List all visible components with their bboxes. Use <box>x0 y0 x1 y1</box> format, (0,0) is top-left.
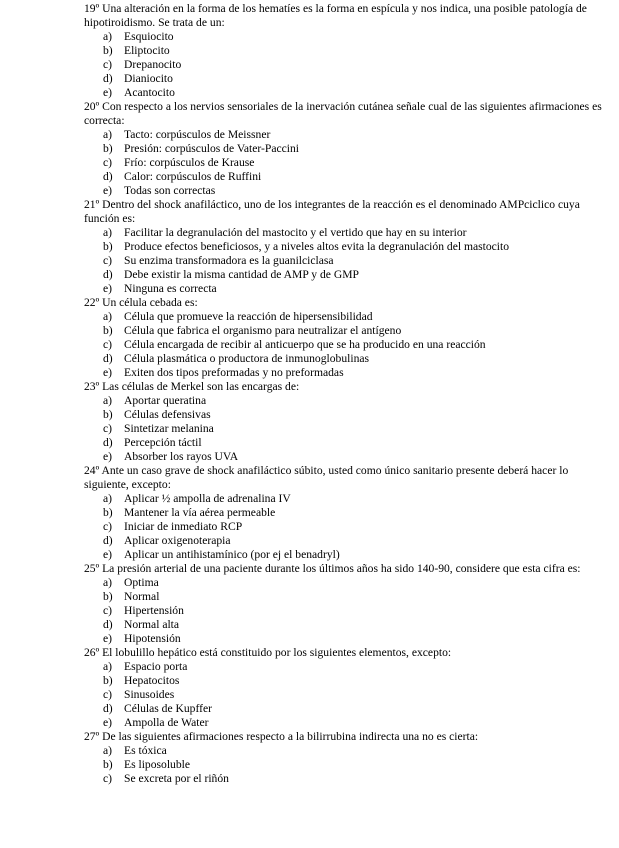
question-23 <box>84 380 604 464</box>
option-letter: e) <box>103 548 113 561</box>
answer-option <box>84 240 604 254</box>
question-text: 24º Ante un caso grave de shock anafiláctico súbito, usted como único sanitario presente deberá hacer lo siguiente, excepto: <box>84 464 569 491</box>
option-letter: a) <box>103 492 113 505</box>
option-text: Hepatocitos <box>124 674 180 687</box>
answer-option <box>84 128 604 142</box>
answer-option <box>84 142 604 156</box>
option-text: Drepanocito <box>124 58 182 71</box>
option-text: Hipertensión <box>124 604 184 617</box>
answer-option <box>84 744 604 758</box>
option-text: Hipotensión <box>124 632 181 645</box>
question-text: 21º Dentro del shock anafiláctico, uno de los integrantes de la reacción es el denominado AMPciclico cuya función es: <box>84 198 580 225</box>
option-letter: e) <box>103 632 113 645</box>
option-text: Mantener la vía aérea permeable <box>124 506 276 519</box>
option-text: Tacto: corpúsculos de Meissner <box>124 128 271 141</box>
question-22 <box>84 296 604 380</box>
question-19 <box>84 2 604 100</box>
option-text: Espacio porta <box>124 660 188 673</box>
answer-option <box>84 520 604 534</box>
option-letter: e) <box>103 716 113 729</box>
option-text: Se excreta por el riñón <box>124 772 229 785</box>
question-27 <box>84 730 604 786</box>
option-letter: c) <box>103 520 113 533</box>
option-letter: d) <box>103 436 113 449</box>
option-text: Normal <box>124 590 160 603</box>
option-letter: d) <box>103 534 113 547</box>
option-text: Todas son correctas <box>124 184 216 197</box>
question-text: 27º De las siguientes afirmaciones respecto a la bilirrubina indirecta una no es cierta: <box>84 730 479 743</box>
option-text: Célula que promueve la reacción de hipersensibilidad <box>124 310 373 323</box>
answer-options <box>84 744 604 786</box>
option-letter: d) <box>103 72 113 85</box>
answer-options <box>84 576 604 646</box>
option-letter: b) <box>103 590 113 603</box>
answer-option <box>84 268 604 282</box>
option-text: Es tóxica <box>124 744 167 757</box>
exam-page <box>84 2 604 786</box>
option-letter: b) <box>103 758 113 771</box>
answer-option <box>84 506 604 520</box>
answer-option <box>84 226 604 240</box>
answer-options <box>84 492 604 562</box>
answer-option <box>84 394 604 408</box>
answer-option <box>84 758 604 772</box>
answer-option <box>84 184 604 198</box>
answer-option <box>84 660 604 674</box>
option-text: Ampolla de Water <box>124 716 209 729</box>
answer-option <box>84 282 604 296</box>
option-text: Su enzima transformadora es la guanilciclasa <box>124 254 334 267</box>
answer-option <box>84 604 604 618</box>
option-text: Iniciar de inmediato RCP <box>124 520 243 533</box>
option-letter: b) <box>103 408 113 421</box>
option-text: Percepción táctil <box>124 436 202 449</box>
answer-option <box>84 58 604 72</box>
option-letter: c) <box>103 156 113 169</box>
question-26 <box>84 646 604 730</box>
option-text: Frío: corpúsculos de Krause <box>124 156 255 169</box>
answer-options <box>84 660 604 730</box>
answer-option <box>84 72 604 86</box>
answer-option <box>84 716 604 730</box>
answer-options <box>84 394 604 464</box>
answer-option <box>84 548 604 562</box>
option-letter: c) <box>103 604 113 617</box>
option-letter: c) <box>103 772 113 785</box>
answer-option <box>84 576 604 590</box>
answer-options <box>84 30 604 100</box>
question-25 <box>84 562 604 646</box>
question-text: 26º El lobulillo hepático está constituido por los siguientes elementos, excepto: <box>84 646 452 659</box>
answer-option <box>84 590 604 604</box>
option-letter: b) <box>103 142 113 155</box>
option-letter: e) <box>103 184 113 197</box>
option-text: Presión: corpúsculos de Vater-Paccini <box>124 142 300 155</box>
answer-option <box>84 156 604 170</box>
option-text: Aportar queratina <box>124 394 207 407</box>
answer-option <box>84 338 604 352</box>
option-text: Normal alta <box>124 618 180 631</box>
answer-option <box>84 702 604 716</box>
option-letter: b) <box>103 240 113 253</box>
option-letter: a) <box>103 128 113 141</box>
answer-option <box>84 422 604 436</box>
option-letter: d) <box>103 170 113 183</box>
option-letter: a) <box>103 310 113 323</box>
answer-option <box>84 352 604 366</box>
option-letter: c) <box>103 338 113 351</box>
option-text: Eliptocito <box>124 44 170 57</box>
answer-option <box>84 632 604 646</box>
question-text: 20º Con respecto a los nervios sensoriales de la inervación cutánea señale cual de las siguientes afirmaciones es correcta: <box>84 100 602 127</box>
option-text: Células de Kupffer <box>124 702 213 715</box>
question-20 <box>84 100 604 198</box>
option-letter: e) <box>103 450 113 463</box>
question-text: 22º Un célula cebada es: <box>84 296 198 309</box>
option-text: Produce efectos beneficiosos, y a niveles altos evita la degranulación del mastocito <box>124 240 510 253</box>
option-text: Ninguna es correcta <box>124 282 217 295</box>
option-text: Absorber los rayos UVA <box>124 450 239 463</box>
option-text: Facilitar la degranulación del mastocito y el vertido que hay en su interior <box>124 226 467 239</box>
answer-option <box>84 674 604 688</box>
answer-options <box>84 310 604 380</box>
option-letter: b) <box>103 324 113 337</box>
answer-option <box>84 450 604 464</box>
answer-options <box>84 128 604 198</box>
answer-option <box>84 436 604 450</box>
option-letter: a) <box>103 226 113 239</box>
option-letter: b) <box>103 506 113 519</box>
option-letter: c) <box>103 422 113 435</box>
option-text: Es liposoluble <box>124 758 191 771</box>
option-text: Esquiocito <box>124 30 174 43</box>
option-letter: a) <box>103 576 113 589</box>
option-text: Célula encargada de recibir al anticuerpo que se ha producido en una reacción <box>124 338 486 351</box>
option-text: Acantocito <box>124 86 175 99</box>
answer-option <box>84 86 604 100</box>
answer-option <box>84 534 604 548</box>
answer-option <box>84 688 604 702</box>
answer-option <box>84 408 604 422</box>
option-text: Célula que fabrica el organismo para neutralizar el antígeno <box>124 324 402 337</box>
question-21 <box>84 198 604 296</box>
answer-option <box>84 492 604 506</box>
option-text: Optima <box>124 576 159 589</box>
option-letter: d) <box>103 352 113 365</box>
question-24 <box>84 464 604 562</box>
option-letter: d) <box>103 702 113 715</box>
option-letter: e) <box>103 366 113 379</box>
option-letter: c) <box>103 58 113 71</box>
answer-options <box>84 226 604 296</box>
option-text: Sinusoides <box>124 688 175 701</box>
question-text: 19º Una alteración en la forma de los hematíes es la forma en espícula y nos indica, una posible patología de hipotiroidismo. Se trata de un: <box>84 2 587 29</box>
option-letter: b) <box>103 44 113 57</box>
answer-option <box>84 772 604 786</box>
option-letter: b) <box>103 674 113 687</box>
answer-option <box>84 324 604 338</box>
option-text: Célula plasmática o productora de inmunoglobulinas <box>124 352 370 365</box>
option-letter: d) <box>103 618 113 631</box>
question-text: 25º La presión arterial de una paciente durante los últimos años ha sido 140-90, considere que esta cifra es: <box>84 562 581 575</box>
option-text: Células defensivas <box>124 408 211 421</box>
option-text: Aplicar oxigenoterapia <box>124 534 231 547</box>
answer-option <box>84 366 604 380</box>
answer-option <box>84 170 604 184</box>
option-letter: a) <box>103 744 113 757</box>
question-text: 23º Las células de Merkel son las encargas de: <box>84 380 300 393</box>
answer-option <box>84 310 604 324</box>
answer-option <box>84 44 604 58</box>
option-text: Aplicar un antihistamínico (por ej el benadryl) <box>124 548 340 561</box>
option-letter: e) <box>103 86 113 99</box>
option-text: Debe existir la misma cantidad de AMP y de GMP <box>124 268 359 281</box>
option-letter: d) <box>103 268 113 281</box>
option-text: Calor: corpúsculos de Ruffini <box>124 170 262 183</box>
option-letter: e) <box>103 282 113 295</box>
option-letter: a) <box>103 660 113 673</box>
option-letter: a) <box>103 394 113 407</box>
option-letter: c) <box>103 688 113 701</box>
option-text: Exiten dos tipos preformadas y no preformadas <box>124 366 344 379</box>
option-letter: a) <box>103 30 113 43</box>
option-text: Aplicar ½ ampolla de adrenalina IV <box>124 492 291 505</box>
option-letter: c) <box>103 254 113 267</box>
option-text: Dianiocito <box>124 72 173 85</box>
option-text: Sintetizar melanina <box>124 422 214 435</box>
answer-option <box>84 254 604 268</box>
answer-option <box>84 618 604 632</box>
answer-option <box>84 30 604 44</box>
